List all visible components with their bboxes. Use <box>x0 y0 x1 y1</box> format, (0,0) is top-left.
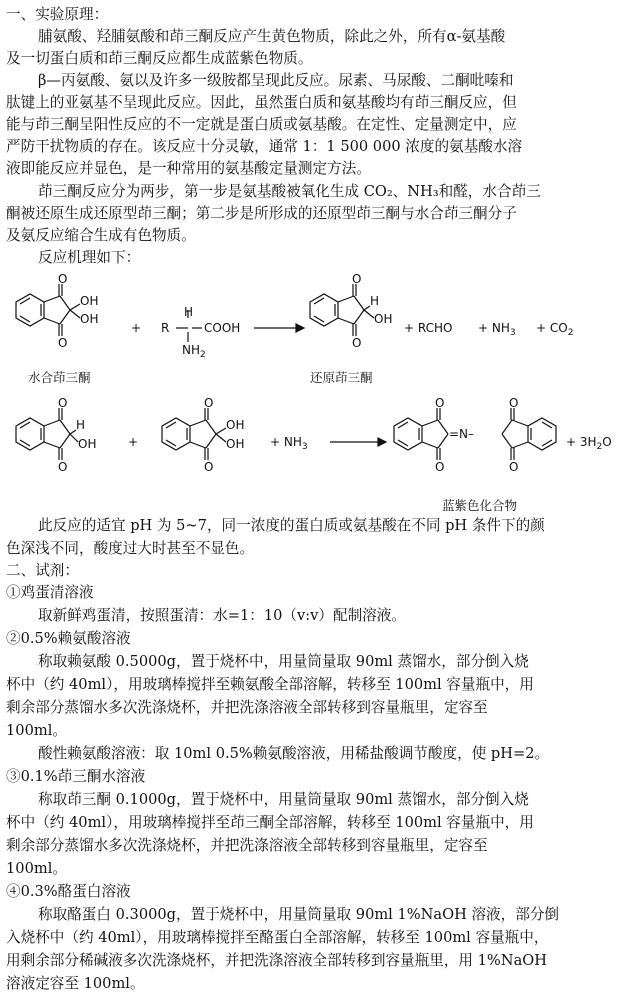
reagent-3-line-1: 称取茚三酮 0.1000g，置于烧杯中，用量筒量取 90ml 蒸馏水，部分倒入烧 <box>38 791 529 808</box>
r1-oh-2: OH <box>80 312 99 326</box>
r2p-o-4: O <box>509 460 519 474</box>
reagent-1-title: ①鸡蛋清溶液 <box>6 584 94 601</box>
r1p-o-top: O <box>352 274 362 286</box>
principle-p3-line-3: 及氨反应缩合生成有色物质。 <box>6 227 196 244</box>
h2o-label: + $3H_2O$ <box>566 435 612 452</box>
reagent-3-title: ③0.1%茚三酮水溶液 <box>6 768 146 785</box>
r2b-o-top: O <box>204 396 214 410</box>
reaction-2-scheme <box>6 396 636 496</box>
r2b-o-bottom: O <box>204 460 214 474</box>
purple-compound-caption: 蓝紫色化合物 <box>442 498 518 513</box>
principle-p2-line-5: 液即能反应并显色，是一种常用的氨基酸定量测定方法。 <box>6 160 371 177</box>
r1p-o-bottom: O <box>352 336 362 350</box>
co2-label: + $CO_2$ <box>536 321 574 338</box>
principle-p3-line-2: 酮被还原生成还原型茚三酮；第二步是所形成的还原型茚三酮与水合茚三酮分子 <box>6 205 517 222</box>
reagent-4-line-4: 溶液定容至 100ml。 <box>6 975 145 992</box>
r2p-o-1: O <box>435 396 445 410</box>
reagent-2-line-1: 称取赖氨酸 0.5000g，置于烧杯中，用量筒量取 90ml 蒸馏水，部分倒入烧 <box>38 653 529 670</box>
imine-link-label: =N– <box>449 427 475 441</box>
reagent-3-line-2: 杯中（约 40ml），用玻璃棒搅拌至茚三酮全部溶解，转移至 100ml 容量瓶中，用 <box>6 814 534 831</box>
principle-p1-line-2: 及一切蛋白质和茚三酮反应都生成蓝紫色物质。 <box>6 50 313 67</box>
r2-nh3-label: + $NH_3$ <box>270 435 308 452</box>
aa-nh2-label: $NH_2$ <box>182 343 206 360</box>
ninhydrin-hydrate-caption: 水合茚三酮 <box>28 370 91 385</box>
r2b-oh-1: OH <box>226 418 245 432</box>
aa-h-label: H <box>184 305 194 319</box>
mechanism-label: 反应机理如下： <box>38 249 141 266</box>
r2p-o-2: O <box>435 460 445 474</box>
principle-p2-line-1: β—丙氨酸、氨以及许多一级胺都呈现此反应。尿素、马尿酸、二酮吡嗪和 <box>38 72 514 89</box>
r2-plus: + <box>128 435 139 449</box>
r2p-o-3: O <box>509 396 519 410</box>
reagent-3-line-3: 剩余部分蒸馏水多次洗涤烧杯，并把洗涤溶液全部转移到容量瓶里，定容至 <box>6 837 488 854</box>
r2-oh: OH <box>78 437 97 451</box>
reagent-3-line-4: 100ml。 <box>6 860 67 877</box>
r1p-h: H <box>370 294 380 308</box>
nh3-label: + $NH_3$ <box>478 321 516 338</box>
reagent-2-line-4: 100ml。 <box>6 722 67 739</box>
r1-o-bottom: O <box>58 336 68 350</box>
principle-p4-line-2: 色深浅不同，酸度过大时甚至不显色。 <box>6 540 255 557</box>
ninhydrin-hydrate-structure <box>16 284 80 336</box>
reduced-ninhydrin-structure <box>310 284 374 336</box>
section-2-heading: 二、试剂： <box>6 562 79 579</box>
principle-p2-line-4: 严防干扰物质的存在。该反应十分灵敏，通常 1：1 500 000 浓度的氨基酸水溶 <box>6 138 523 155</box>
r2b-oh-2: OH <box>226 437 245 451</box>
reagent-2-acid-line: 酸性赖氨酸溶液：取 10ml 0.5%赖氨酸溶液，用稀盐酸调节酸度，使 pH=2。 <box>38 745 550 762</box>
r1-oh-1: OH <box>80 294 99 308</box>
principle-p2-line-2: 肽键上的亚氨基不呈现此反应。因此，虽然蛋白质和氨基酸均有茚三酮反应，但 <box>6 94 517 111</box>
r2-o-bottom: O <box>58 460 68 474</box>
reagent-4-line-2: 入烧杯中（约 40ml），用玻璃棒搅拌至酪蛋白全部溶解，转移至 100ml 容量瓶中， <box>6 929 549 946</box>
rcho-label: + RCHO <box>404 321 453 335</box>
reduced-ninhydrin-structure-2 <box>16 408 78 460</box>
r1-plus: + <box>131 321 142 335</box>
principle-p2-line-3: 能与茚三酮呈阳性反应的不一定就是蛋白质或氨基酸。在定性、定量测定中，应 <box>6 116 517 133</box>
reagent-4-line-1: 称取酪蛋白 0.3000g，置于烧杯中，用量筒量取 90ml 1%NaOH 溶液，部分倒 <box>38 906 560 923</box>
aa-cooh-label: COOH <box>204 321 241 335</box>
principle-p3-line-1: 茚三酮反应分为两步，第一步是氨基酸被氧化生成 CO₂、NH₃和醛，水合茚三 <box>38 183 541 200</box>
reagent-1-line-1: 取新鲜鸡蛋清，按照蛋清：水=1：10（v:v）配制溶液。 <box>38 607 406 624</box>
reagent-4-title: ④0.3%酪蛋白溶液 <box>6 883 131 900</box>
principle-p1-line-1: 脯氨酸、羟脯氨酸和茚三酮反应产生黄色物质，除此之外，所有α-氨基酸 <box>38 28 506 45</box>
reduced-ninhydrin-caption: 还原茚三酮 <box>310 370 373 385</box>
r2-o-top: O <box>58 396 68 410</box>
reagent-2-line-3: 剩余部分蒸馏水多次洗涤烧杯，并把洗涤溶液全部转移到容量瓶里，定容至 <box>6 699 488 716</box>
purple-compound-structure <box>394 408 556 460</box>
reagent-2-line-2: 杯中（约 40ml），用玻璃棒搅拌至赖氨酸全部溶解，转移至 100ml 容量瓶中，用 <box>6 676 534 693</box>
r2-h: H <box>76 418 86 432</box>
reagent-2-title: ②0.5%赖氨酸溶液 <box>6 630 131 647</box>
section-1-heading: 一、实验原理： <box>6 6 109 23</box>
r1-o-top: O <box>58 274 68 286</box>
ninhydrin-hydrate-structure-2 <box>162 408 226 460</box>
principle-p4-line-1: 此反应的适宜 pH 为 5~7，同一浓度的蛋白质或氨基酸在不同 pH 条件下的颜 <box>38 517 545 534</box>
aa-r-label: R <box>161 321 170 335</box>
reagent-4-line-3: 用剩余部分稀碱液多次洗涤烧杯，并把洗涤溶液全部转移到容量瓶里，用 1%NaOH <box>6 952 547 969</box>
r1p-oh: OH <box>374 312 393 326</box>
